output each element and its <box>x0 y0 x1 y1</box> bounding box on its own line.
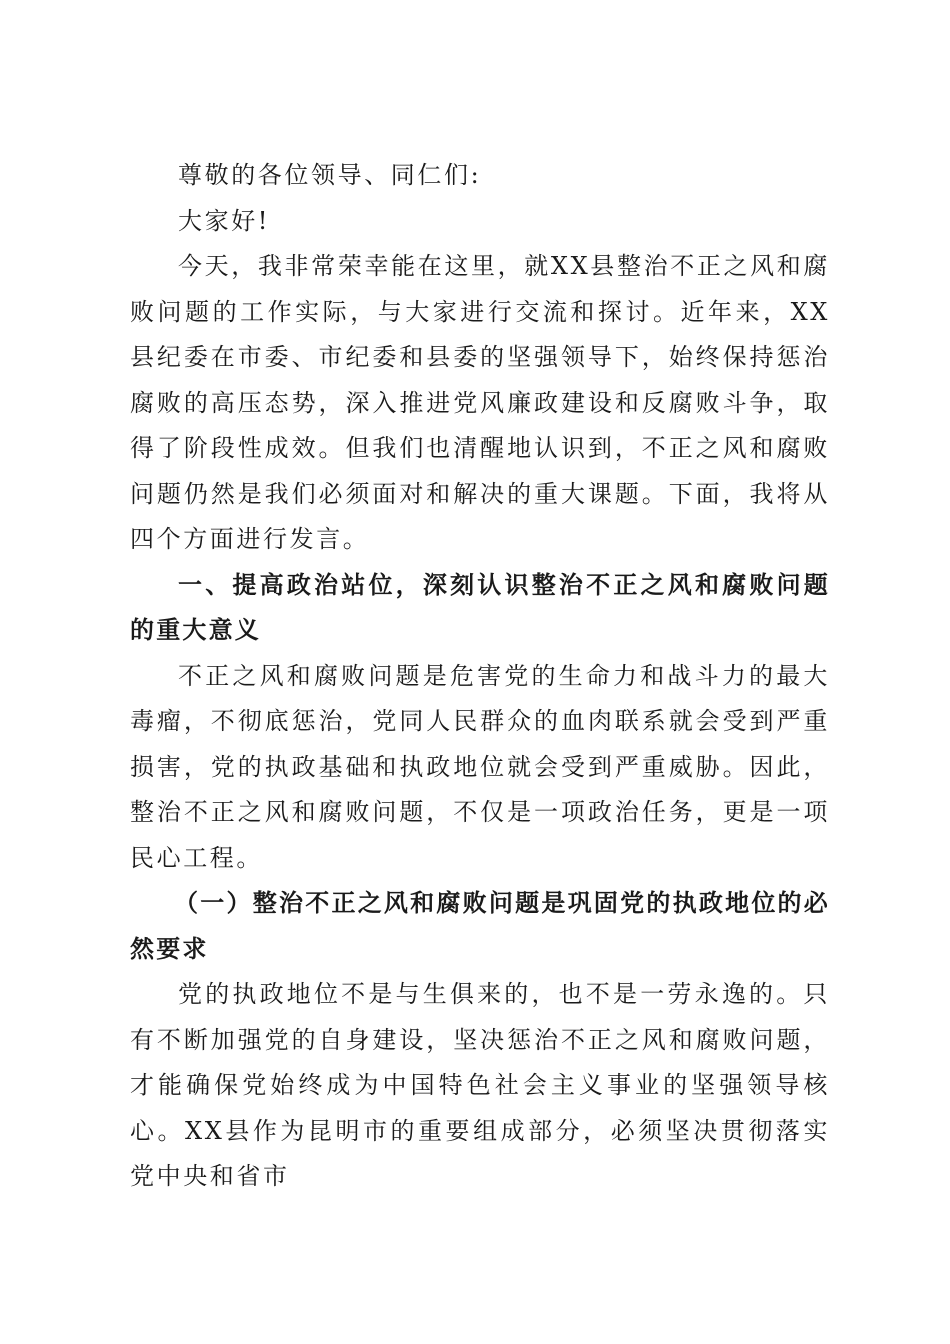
subsection-1-paragraph: 党的执政地位不是与生俱来的，也不是一劳永逸的。只有不断加强党的自身建设，坚决惩治不正之风和腐败问题，才能确保党始终成为中国特色社会主义事业的坚强领导核心。XX县作为昆明市的重要组成部分，必须坚决贯彻落实党中央和省市 <box>130 980 830 1190</box>
salutation: 尊敬的各位领导、同仁们: <box>178 161 482 189</box>
subsection-heading-1: （一）整治不正之风和腐败问题是巩固党的执政地位的必然要求 <box>130 889 830 963</box>
document-body <box>130 153 830 1200</box>
greeting: 大家好! <box>178 206 271 235</box>
section-1-paragraph: 不正之风和腐败问题是危害党的生命力和战斗力的最大毒瘤，不彻底惩治，党同人民群众的血肉联系就会受到严重损害，党的执政基础和执政地位就会受到严重威胁。因此，整治不正之风和腐败问题，不仅是一项政治任务，更是一项民心工程。 <box>130 661 830 872</box>
intro-paragraph: 今天，我非常荣幸能在这里，就XX县整治不正之风和腐败问题的工作实际，与大家进行交流和探讨。近年来，XX县纪委在市委、市纪委和县委的坚强领导下，始终保持惩治腐败的高压态势，深入推进党风廉政建设和反腐败斗争，取得了阶段性成效。但我们也清醒地认识到，不正之风和腐败问题仍然是我们必须面对和解决的重大课题。下面，我将从四个方面进行发言。 <box>130 252 830 553</box>
section-heading-1: 一、提高政治站位，深刻认识整治不正之风和腐败问题的重大意义 <box>130 570 830 644</box>
